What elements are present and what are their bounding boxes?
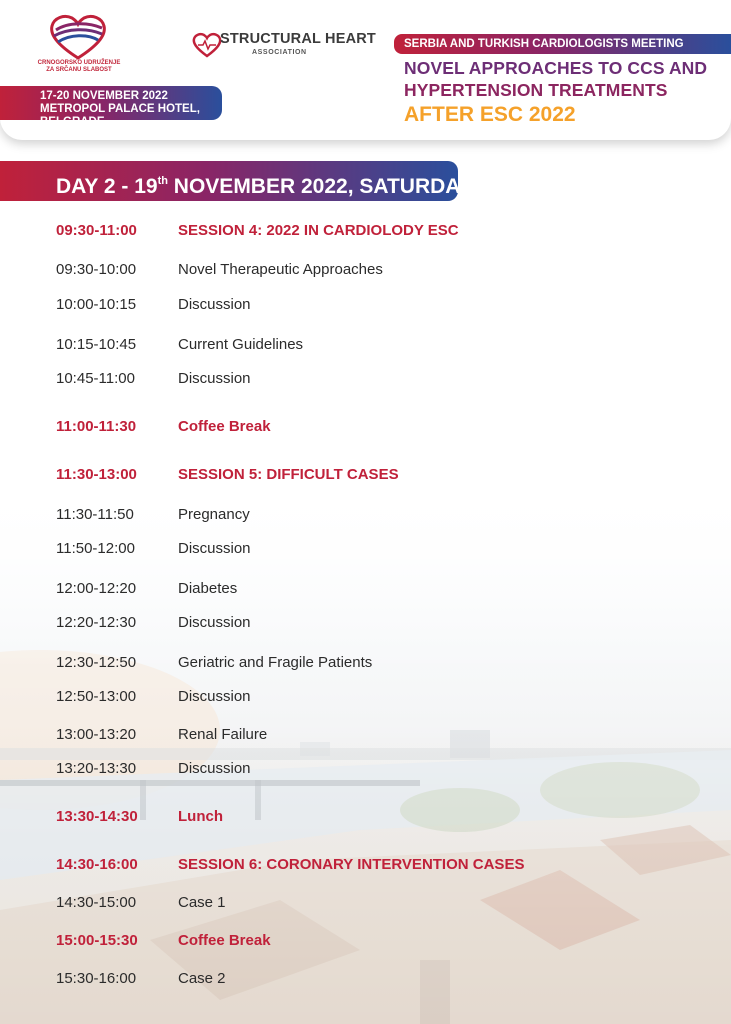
schedule-row	[56, 892, 716, 914]
after-esc-title: AFTER ESC 2022	[404, 103, 576, 126]
row-time: 11:00-11:30	[56, 418, 137, 435]
row-time: 10:45-11:00	[56, 370, 135, 387]
row-time: 10:00-10:15	[56, 296, 137, 313]
row-title: Renal Failure	[178, 726, 268, 743]
row-title: Discussion	[178, 614, 251, 631]
headline-line2: HYPERTENSION TREATMENTS	[404, 80, 668, 100]
schedule-row	[56, 686, 716, 708]
schedule-row	[56, 220, 716, 242]
day-ordinal: th	[157, 175, 168, 187]
structural-heart-logo	[192, 30, 376, 62]
row-title: Case 1	[178, 894, 226, 911]
date-venue-badge	[0, 86, 222, 128]
row-time: 11:30-11:50	[56, 506, 134, 523]
schedule-row	[56, 854, 716, 876]
row-title: Diabetes	[178, 580, 238, 597]
event-venue: METROPOL PALACE HOTEL, BELGRADE	[40, 103, 200, 128]
event-dates: 17-20 NOVEMBER 2022	[40, 90, 168, 102]
schedule-row	[56, 334, 716, 356]
row-title: Case 2	[178, 970, 226, 987]
day-prefix: DAY 2 - 19	[56, 175, 158, 198]
row-title: Coffee Break	[178, 418, 271, 435]
row-title: SESSION 4: 2022 IN CARDIOLODY ESC	[178, 222, 459, 239]
row-time: 13:20-13:30	[56, 760, 137, 777]
schedule-row	[56, 968, 716, 990]
row-time: 15:00-15:30	[56, 932, 138, 949]
row-time: 11:50-12:00	[56, 540, 135, 557]
heart-outline-icon	[192, 32, 222, 58]
schedule-row	[56, 259, 716, 281]
schedule-row	[56, 294, 716, 316]
schedule-row	[56, 758, 716, 780]
row-time: 12:20-12:30	[56, 614, 137, 631]
row-time: 09:30-11:00	[56, 222, 137, 239]
schedule-row	[56, 612, 716, 634]
schedule-row	[56, 652, 716, 674]
row-title: Discussion	[178, 540, 251, 557]
row-title: Geriatric and Fragile Patients	[178, 654, 373, 671]
row-time: 12:30-12:50	[56, 654, 137, 671]
row-time: 14:30-16:00	[56, 856, 138, 873]
row-time: 09:30-10:00	[56, 261, 137, 278]
row-time: 12:50-13:00	[56, 688, 137, 705]
schedule-row	[56, 538, 716, 560]
row-time: 10:15-10:45	[56, 336, 137, 353]
schedule-row	[56, 504, 716, 526]
row-title: SESSION 6: CORONARY INTERVENTION CASES	[178, 856, 525, 873]
row-title: Novel Therapeutic Approaches	[178, 261, 383, 278]
sh-subtitle: ASSOCIATION	[252, 49, 307, 56]
sh-title: STRUCTURAL HEART	[220, 31, 376, 47]
row-time: 13:30-14:30	[56, 808, 138, 825]
row-time: 14:30-15:00	[56, 894, 137, 911]
header-card	[0, 0, 731, 140]
org-name-line1: CRNOGORSKO UDRUŽENJE	[37, 60, 121, 66]
row-title: Discussion	[178, 296, 251, 313]
org-name-line2: ZA SRČANU SLABOST	[46, 67, 112, 73]
day-suffix: NOVEMBER 2022, SATURDAY	[167, 175, 473, 198]
row-title: SESSION 5: DIFFICULT CASES	[178, 466, 399, 483]
row-title: Discussion	[178, 760, 251, 777]
row-time: 12:00-12:20	[56, 580, 137, 597]
row-title: Pregnancy	[178, 506, 250, 523]
row-title: Current Guidelines	[178, 336, 304, 353]
row-time: 11:30-13:00	[56, 466, 137, 483]
schedule-row	[56, 930, 716, 952]
row-title: Discussion	[178, 370, 251, 387]
heart-logo-icon	[48, 12, 108, 60]
meeting-title-bar: SERBIA AND TURKISH CARDIOLOGISTS MEETING	[394, 34, 731, 54]
row-title: Coffee Break	[178, 932, 271, 949]
schedule-row	[56, 724, 716, 746]
schedule-row	[56, 464, 716, 486]
row-title: Lunch	[178, 808, 223, 825]
schedule-row	[56, 578, 716, 600]
row-time: 13:00-13:20	[56, 726, 137, 743]
headline-line1: NOVEL APPROACHES TO CCS AND	[404, 58, 708, 78]
row-title: Discussion	[178, 688, 251, 705]
schedule-row	[56, 416, 716, 438]
schedule-row	[56, 368, 716, 390]
org-name	[30, 60, 128, 74]
schedule-row	[56, 806, 716, 828]
day-banner	[0, 161, 473, 201]
row-time: 15:30-16:00	[56, 970, 137, 987]
